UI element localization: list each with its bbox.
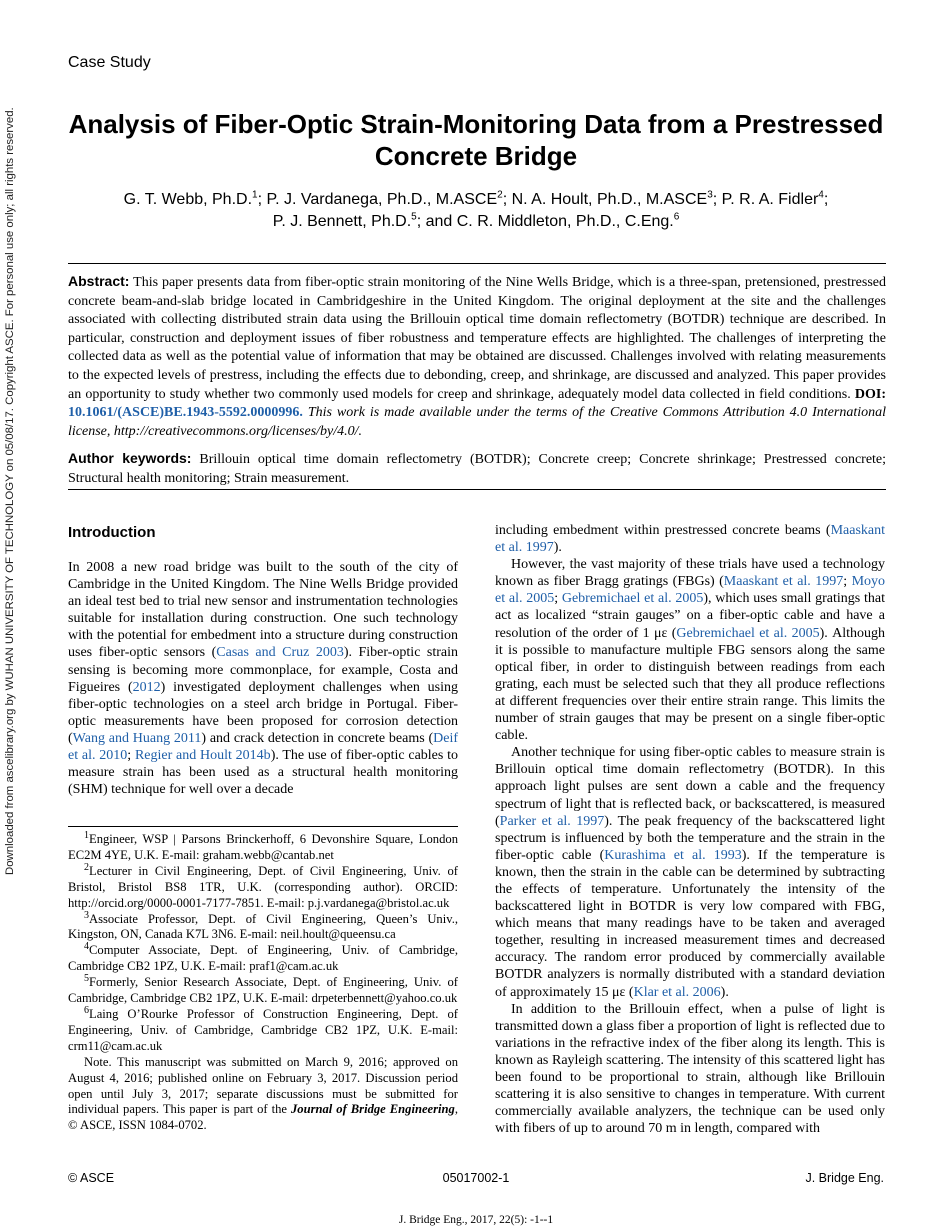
citation-line: J. Bridge Eng., 2017, 22(5): -1--1 [398,1214,554,1226]
paragraph-text: ) and crack detection in concrete beams ( [201,730,434,746]
paper-title: Analysis of Fiber-Optic Strain-Monitoring Data from a Prestressed Concrete Bridge [68,109,884,171]
citation-link[interactable]: Regier and Hoult 2014b [134,748,271,764]
paragraph [495,556,885,744]
citation-link[interactable]: Moyo et al. 2005 [495,574,886,607]
footnote: $^1$Engineer, WSP | Parsons Brinckerhoff, 6 Devonshire Square, London EC2M 4YE, U.K. E-mail: graham.webb@cantab.net [68,829,458,862]
paragraph-text: ). The peak frequency of the backscattered light spectrum is influenced by both the temperature and the strain in the fiber-optic cable ( [495,813,885,863]
right-column-body [495,522,885,1137]
footer-copyright: © ASCE [68,1171,115,1185]
citation-link[interactable]: Gebremichael et al. 2005 [676,625,820,641]
footnote: $^2$Lecturer in Civil Engineering, Dept. of Civil Engineering, Univ. of Bristol, Bristol BS8 1TR, U.K. (corresponding author). ORCID: http://orcid.org/0000-0001-7177-7851. E-mail: p.j.vardanega@bristol.ac.uk [68,861,458,910]
paragraph [495,744,885,1000]
citation-link[interactable]: Klar et al. 2006 [633,984,721,1000]
paragraph-text: In 2008 a new road bridge was built to the south of the city of Cambridge in the United Kingdom. The Nine Wells Bridge provided an ideal test bed to trial new sensor and instrumentation technologies suitable for installation during construction. One such technology with the potential for embedment into a structure during construction uses fiber-optic sensors ( [68,560,458,661]
paragraph-text: ). Fiber-optic strain sensing is becoming more commonplace, for example, Costa and Figueires ( [68,645,458,695]
license-text: This work is made available under the terms of the Creative Commons Attribution 4.0 International license, http://creativecommons.org/licenses/by/4.0/. [68,405,886,439]
citation-link[interactable]: Wang and Huang 2011 [72,730,202,746]
author: N. A. Hoult, Ph.D., M.ASCE$^3$; [511,189,722,208]
citation-link[interactable]: Casas and Cruz 2003 [216,645,344,661]
doi-label: DOI: [854,386,886,402]
footnote: $^5$Formerly, Senior Research Associate, Dept. of Engineering, Univ. of Cambridge, Cambridge CB2 1PZ, U.K. E-mail: drpeterbennett@yahoo.co.uk [68,972,458,1006]
paragraph-text: ). Although it is possible to manufacture multiple FBG sensors along the same optical fiber, in order to distinguish between readings from each grating, each must be selected such that they all produce reflections at different frequencies over their entire strain range. This limits the number of strain gauges that may be present on a single fiber-optic cable. [495,625,885,744]
paragraph [495,522,885,556]
footer-page-id: 05017002-1 [442,1171,510,1185]
author: P. J. Vardanega, Ph.D., M.ASCE$^2$; [266,189,512,208]
citation-link[interactable]: Kurashima et al. 1993 [604,847,742,863]
keywords [68,449,886,488]
paragraph [495,1001,885,1138]
download-notice: Downloaded from ascelibrary.org by WUHAN UNIVERSITY OF TECHNOLOGY on 05/08/17. Copyright ASCE. For personal use only; all rights reserved. [4,107,16,875]
author: P. R. A. Fidler$^4$; [721,189,829,208]
paragraph-text: However, the vast majority of these trials have used a technology known as fiber Bragg gratings (FBGs) ( [495,557,885,590]
footnotes [68,829,458,1134]
footnote: $^3$Associate Professor, Dept. of Civil Engineering, Queen’s Univ., Kingston, ON, Canada K7L 3N6. E-mail: neil.hoult@queensu.ca [68,909,458,942]
section-heading: Introduction [68,524,156,541]
paragraph-text: ; [127,748,135,764]
paragraph-text: ; [843,574,852,590]
abstract-label: Abstract: [68,273,130,289]
author: G. T. Webb, Ph.D.$^1$; [123,189,267,208]
footnote: $^4$Computer Associate, Dept. of Engineering, Univ. of Cambridge, Cambridge CB2 1PZ, U.K. E-mail: praf1@cam.ac.uk [68,941,458,974]
footnote: $^6$Laing O’Rourke Professor of Construction Engineering, Dept. of Engineering, Univ. of Cambridge, Cambridge CB2 1PZ, U.K. E-mail: crm11@cam.ac.uk [68,1004,458,1053]
bottom-divider [68,489,886,490]
paragraph-text: including embedment within prestressed concrete beams ( [495,523,831,538]
citation-link[interactable]: Gebremichael et al. 2005 [561,591,704,607]
paragraph-text: ). [720,984,729,1000]
abstract [68,272,886,441]
keywords-text: Brillouin optical time domain reflectometry (BOTDR); Concrete creep; Concrete shrinkage; Prestressed concrete; Structural health monitoring; Strain measurement. [68,452,887,486]
citation-link[interactable]: Parker et al. 1997 [499,813,605,829]
keywords-label: Author keywords: [68,450,192,466]
paragraph-text: In addition to the Brillouin effect, when a pulse of light is transmitted down a glass fiber a proportion of light is reflected due to variations in the refractive index of the fiber along its length. This is known as Rayleigh scattering. The intensity of this scattered light has been found to be proportional to strain, although like Brillouin scattering it is also sensitive to changes in temperature. With current commercially available analyzers, the technique can be used only with fibers of up to around 70 m in length, compared with [495,1001,885,1137]
author: P. J. Bennett, Ph.D.$^5$; and [272,211,457,230]
left-column-body [68,559,458,798]
paragraph-text: ; [554,591,562,607]
citation-link[interactable]: Maaskant et al. 1997 [495,523,885,556]
citation-link[interactable]: Maaskant et al. 1997 [723,574,844,590]
author: C. R. Middleton, Ph.D., C.Eng.$^6$ [456,211,680,230]
article-type: Case Study [68,54,151,71]
top-divider [68,263,886,264]
submission-note: Note. This manuscript was submitted on March 9, 2016; approved on August 4, 2016; published online on February 3, 2017. Discussion period open until July 3, 2017; separate discussions must be submitted for individual papers. This paper is part of the Journal of Bridge Engineering, © ASCE, ISSN 1084-0702. [68,1054,458,1133]
footer-journal: J. Bridge Eng. [805,1171,884,1185]
paragraph [68,559,458,798]
paragraph-text: ). If the temperature is known, then the strain in the cable can be determined by subtracting the effects of temperature. Unfortunately the intensity of the backscattered light in BOTDR is very low compared with FBG, which means that many readings have to be taken and averaged together, resulting in increased measurement times and decreased accuracy. The random error produced by commercially available BOTDR analyzers is normally distributed with a standard deviation of approximately 15 με ( [495,847,886,1000]
footnote-divider [68,826,458,827]
author-list [68,189,884,233]
paragraph-text: ). [553,540,562,556]
citation-link[interactable]: 2012 [132,679,161,695]
paragraph-text: ). The use of fiber-optic cables to measure strain has been used as a structural health monitoring (SHM) technique for well over a decade [68,748,459,798]
abstract-text: This paper presents data from fiber-optic strain monitoring of the Nine Wells Bridge, which is a three-span, pretensioned, prestressed concrete beam-and-slab bridge located in Cambridgeshire in the United Kingdom. The original deployment at the site and the challenges associated with collecting distributed strain data using the Brillouin optical time domain reflectometry (BOTDR) technique are described. In particular, construction and deployment issues of fiber robustness and temperature effects are highlighted. The challenges of interpreting the collected data as well as the potential value of information that may be obtained are discussed. Challenges involved with relating measurements to the expected levels of prestress, including the effects due to debonding, creep, and shrinkage, are discussed and analyzed. This paper provides an opportunity to study whether two commonly used models for creep and shrinkage, adequately model data collected in field conditions. [68,275,887,402]
paragraph-text: ), which uses small gratings that act as localized “strain gauges” on a fiber-optic cable and have a resolution of the order of 1 με ( [495,591,885,641]
paragraph-text: ) investigated deployment challenges when using fiber-optic technologies on a steel arch bridge in Portugal. Fiber-optic measurements have been proposed for corrosion detection ( [68,679,459,746]
doi-link[interactable]: 10.1061/(ASCE)BE.1943-5592.0000996. [68,405,303,421]
paragraph-text: Another technique for using fiber-optic cables to measure strain is Brillouin optical time domain reflectometry (BOTDR). In this approach light pulses are sent down a cable and the frequency spectrum of light that is reflected back, or backscattered, is measured ( [495,745,885,829]
citation-link[interactable]: Deif et al. 2010 [68,730,459,764]
